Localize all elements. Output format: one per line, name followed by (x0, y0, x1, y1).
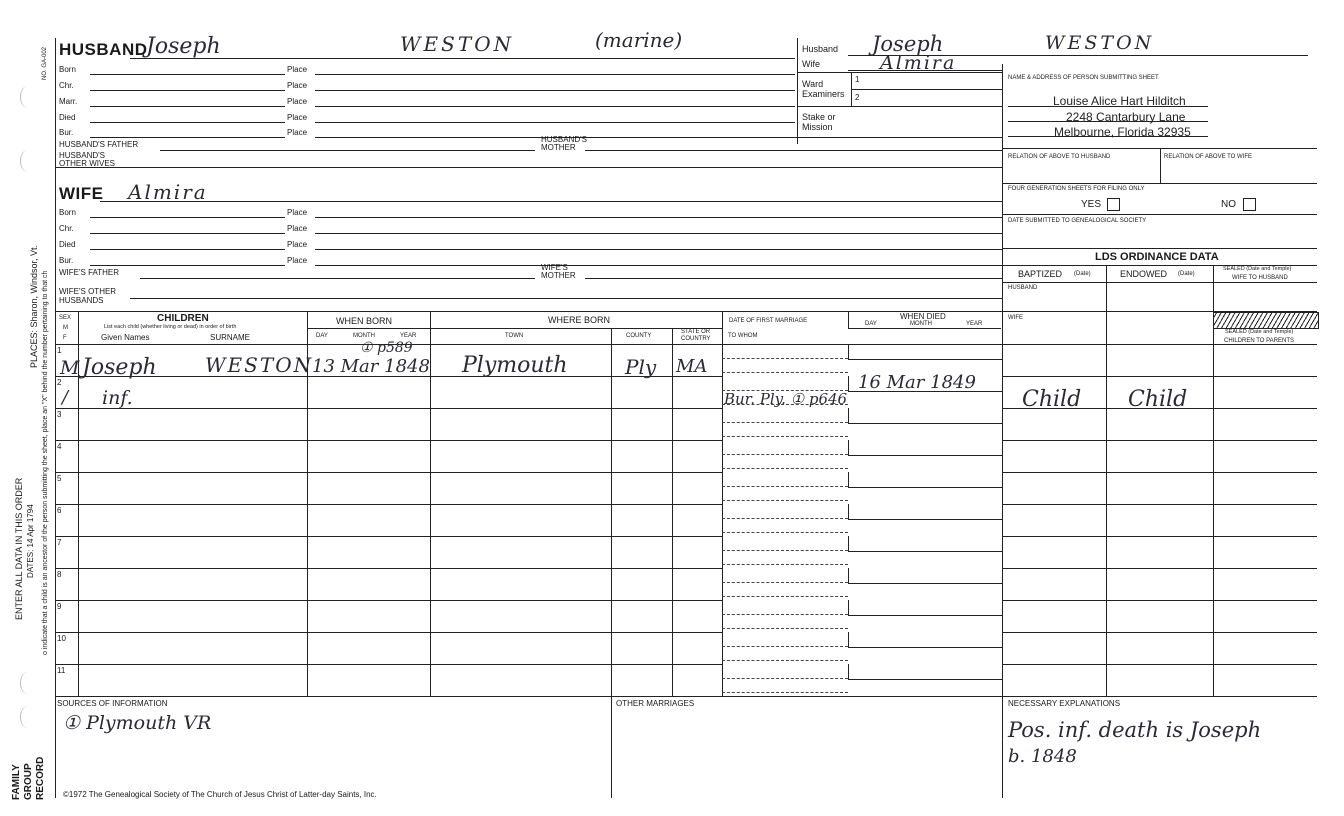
rule (1002, 248, 1317, 249)
stake-label: Stake or (802, 112, 836, 122)
given-names-header: Given Names (101, 333, 150, 342)
row-divider (1002, 600, 1317, 601)
address-rule (1008, 121, 1208, 122)
died-label: Died (59, 113, 76, 122)
month-header: MONTH (353, 333, 375, 339)
row-divider (1002, 440, 1317, 441)
born-label: Born (59, 208, 76, 217)
child1-town: Plymouth (462, 353, 568, 378)
place-label: Place (287, 240, 308, 249)
when-died-box (848, 664, 1002, 680)
examiner-1: 1 (855, 75, 860, 84)
rule (130, 298, 1002, 299)
panel-line (851, 89, 1002, 90)
no-checkbox[interactable] (1243, 198, 1256, 211)
baptized-date: (Date) (1074, 271, 1091, 277)
place-label: Place (287, 256, 308, 265)
row-number: 10 (57, 634, 66, 643)
sealed-wife-1: SEALED (Date and Temple) (1223, 266, 1292, 272)
no-label: NO (1221, 199, 1236, 210)
bur-label: Bur. (59, 128, 74, 137)
row-divider (55, 440, 722, 441)
wifes-other-husbands-label: HUSBANDS (59, 296, 104, 305)
row-divider (1002, 504, 1317, 505)
child1-ref: ① p589 (360, 340, 413, 356)
rule (90, 217, 285, 218)
row-divider (1002, 536, 1317, 537)
place-label: Place (287, 81, 308, 90)
sources-label: SOURCES OF INFORMATION (57, 699, 168, 708)
sealed-children-hatch (1213, 312, 1319, 329)
to-whom-line (722, 500, 848, 501)
sex-f: F (63, 335, 67, 341)
place-label: Place (287, 97, 308, 106)
row-divider (1002, 632, 1317, 633)
marriage-date-line (722, 518, 848, 519)
binder-hole (20, 706, 35, 728)
rule (90, 249, 285, 250)
sex-m: M (63, 325, 68, 331)
right-panel-border (1002, 64, 1003, 798)
row-number: 9 (57, 602, 62, 611)
form-number: NO. GA-002 (42, 46, 48, 80)
when-died-box (848, 408, 1002, 424)
date-submitted-label: DATE SUBMITTED TO GENEALOGICAL SOCIETY (1008, 218, 1147, 224)
table-header-bottom (55, 344, 1317, 345)
rule (90, 74, 285, 75)
rule (315, 137, 1002, 138)
rule (315, 265, 1002, 266)
row-divider (1002, 664, 1317, 665)
rule (55, 311, 1317, 312)
rule (55, 167, 1002, 168)
col-line (611, 328, 612, 798)
row-divider (55, 632, 722, 633)
row-divider (1002, 472, 1317, 473)
name-address-label: NAME & ADDRESS OF PERSON SUBMITTING SHEET (1008, 75, 1159, 81)
explanation-line-1: Pos. inf. death is Joseph (1008, 718, 1262, 742)
died-year-header: YEAR (966, 321, 983, 327)
when-died-box (848, 344, 1002, 360)
row-divider (55, 408, 722, 409)
rule (90, 137, 285, 138)
year-header: YEAR (400, 333, 417, 339)
chr-label: Chr. (59, 224, 74, 233)
row-number: 11 (57, 666, 66, 675)
child1-sex: M (60, 357, 80, 379)
marriage-date-line (722, 358, 848, 359)
to-whom-line (722, 436, 848, 437)
wifes-mother-label: MOTHER (541, 271, 576, 280)
four-gen-label: FOUR GENERATION SHEETS FOR FILING ONLY (1008, 186, 1145, 192)
when-died-box (848, 632, 1002, 648)
rule (90, 265, 285, 266)
relation-wife-label: RELATION OF ABOVE TO WIFE (1164, 154, 1253, 160)
submitter-street: 2248 Cantarbury Lane (1066, 110, 1186, 124)
indicate-note: o indicate that a child is an ancestor of the person submitting the sheet, place an "X" behind the number pertaining to that ch (42, 270, 49, 655)
first-marriage-header: DATE OF FIRST MARRIAGE (729, 318, 808, 324)
address-rule (1008, 106, 1208, 107)
panel-wife-label: Wife (802, 59, 820, 69)
when-died-box (848, 504, 1002, 520)
col-line (848, 311, 849, 328)
rule (585, 150, 1002, 151)
place-label: Place (287, 208, 308, 217)
endowed-date: (Date) (1178, 271, 1195, 277)
rule (315, 122, 795, 123)
marriage-date-line (722, 454, 848, 455)
marriage-date-line (722, 646, 848, 647)
submitter-city: Melbourne, Florida 32935 (1054, 125, 1191, 139)
when-died-box (848, 600, 1002, 616)
day-header: DAY (316, 333, 328, 339)
row-divider (55, 536, 722, 537)
row-divider (1002, 568, 1317, 569)
wifes-other-husbands-label: WIFE'S OTHER (59, 287, 117, 296)
panel-husband-label: Husband (802, 44, 839, 54)
child2-burial: Bur. Ply. ① p646 (724, 390, 848, 408)
rule (100, 201, 1002, 202)
panel-husband-given: Joseph (872, 32, 944, 56)
born-label: Born (59, 65, 76, 74)
places-example: PLACES: Sharon, Windsor, Vt. (29, 244, 39, 368)
state-header: COUNTRY (681, 336, 711, 342)
to-whom-line (722, 660, 848, 661)
child2-baptized: Child (1022, 387, 1082, 412)
sources-entry: ① Plymouth VR (63, 712, 212, 734)
where-born-header: WHERE BORN (548, 315, 611, 325)
row-divider (55, 664, 722, 665)
baptized-header: BAPTIZED (1018, 269, 1063, 279)
marriage-date-line (722, 550, 848, 551)
row-divider (55, 600, 722, 601)
row-number: 1 (57, 346, 62, 355)
rule (140, 278, 535, 279)
row-divider (55, 568, 722, 569)
child2-given: inf. (102, 387, 133, 409)
mission-label: Mission (802, 122, 833, 132)
to-whom-line (722, 532, 848, 533)
died-label: Died (59, 240, 76, 249)
rule (90, 233, 285, 234)
children-note: List each child (whether living or dead) in order of birth (104, 324, 237, 330)
yes-label: YES (1081, 199, 1102, 210)
rule (315, 217, 1002, 218)
row-number: 5 (57, 474, 62, 483)
rule (1002, 282, 1317, 283)
sealed-wife-2: WIFE TO HUSBAND (1232, 275, 1288, 281)
children-header: CHILDREN (157, 313, 209, 324)
left-border (55, 38, 56, 798)
surname-header: SURNAME (210, 333, 251, 342)
table-subheader (848, 328, 1001, 329)
wife-heading: WIFE (59, 184, 104, 203)
marriage-date-line (722, 486, 848, 487)
rule (1002, 183, 1317, 184)
rule (130, 58, 795, 59)
row-number: 6 (57, 506, 62, 515)
when-died-box (848, 440, 1002, 456)
to-whom-line (722, 468, 848, 469)
to-whom-line (722, 372, 848, 373)
when-died-box (848, 568, 1002, 584)
marriage-date-line (722, 614, 848, 615)
sex-header: SEX (59, 315, 72, 321)
died-day-header: DAY (865, 321, 877, 327)
rule (90, 90, 285, 91)
family-label: FAMILY (11, 764, 22, 800)
to-whom-line (722, 564, 848, 565)
rule (160, 150, 535, 151)
husband-given-name: Joseph (146, 34, 221, 59)
lds-title: LDS ORDINANCE DATA (1095, 251, 1219, 263)
dates-example: DATES: 14 Apr 1794 (26, 504, 35, 578)
place-label: Place (287, 65, 308, 74)
state-header: STATE OR (681, 329, 711, 335)
child1-given: Joseph (82, 355, 157, 380)
ordinance-husband-label: HUSBAND (1008, 285, 1038, 291)
other-marriages-label: OTHER MARRIAGES (616, 699, 695, 708)
child1-born: 13 Mar 1848 (312, 356, 430, 377)
explanation-line-2: b. 1848 (1008, 746, 1077, 767)
col-line (672, 328, 673, 696)
when-born-header: WHEN BORN (336, 316, 392, 326)
row-number: 2 (57, 378, 62, 387)
copyright: ©1972 The Genealogical Society of The Church of Jesus Christ of Latter-day Saints, Inc. (63, 790, 377, 799)
panel-wife: Almira (880, 52, 957, 74)
examiner-2: 2 (855, 93, 860, 102)
husbands-mother-label: MOTHER (541, 143, 576, 152)
place-label: Place (287, 224, 308, 233)
group-label: GROUP (23, 763, 34, 800)
child2-sex: / (62, 387, 69, 408)
binder-hole (20, 672, 35, 694)
place-label: Place (287, 113, 308, 122)
husband-surname: WESTON (400, 32, 515, 56)
to-whom-header: TO WHOM (728, 333, 758, 339)
child2-endowed: Child (1128, 387, 1188, 412)
examiners-label: Examiners (802, 89, 845, 99)
sealed-children-1: SEALED (Date and Temple) (1225, 329, 1294, 335)
town-header: TOWN (505, 333, 524, 339)
col-line (722, 311, 723, 696)
marriage-date-line (722, 582, 848, 583)
ward-label: Ward (802, 79, 824, 89)
yes-checkbox[interactable] (1107, 198, 1120, 211)
wife-given-name: Almira (128, 180, 208, 204)
address-rule (1008, 136, 1208, 137)
chr-label: Chr. (59, 81, 74, 90)
husbands-father-label: HUSBAND'S FATHER (59, 140, 139, 149)
rule (90, 106, 285, 107)
husbands-other-wives-label: OTHER WIVES (59, 159, 116, 168)
rule (315, 90, 795, 91)
to-whom-line (722, 692, 848, 693)
necessary-explanations-label: NECESSARY EXPLANATIONS (1008, 699, 1121, 708)
rule (315, 74, 795, 75)
panel-husband-surname: WESTON (1045, 32, 1155, 54)
child1-surname: WESTON (205, 353, 314, 377)
wifes-mother-label: WIFE'S (541, 263, 568, 272)
place-label: Place (287, 128, 308, 137)
marriage-date-line (722, 678, 848, 679)
panel-line (797, 106, 1002, 107)
bur-label: Bur. (59, 256, 74, 265)
row-number: 4 (57, 442, 62, 451)
submitter-name: Louise Alice Hart Hilditch (1053, 94, 1186, 108)
wifes-father-label: WIFE'S FATHER (59, 268, 120, 277)
rule (1160, 148, 1161, 183)
rule (315, 233, 1002, 234)
child1-state: MA (676, 356, 708, 377)
endowed-header: ENDOWED (1120, 269, 1167, 279)
row-number: 3 (57, 410, 62, 419)
county-header: COUNTY (626, 333, 652, 339)
rule (585, 278, 1002, 279)
ordinance-wife-label: WIFE (1008, 315, 1023, 321)
husband-note: (marine) (595, 28, 683, 52)
when-died-header: WHEN DIED (900, 312, 946, 321)
when-died-box (848, 536, 1002, 552)
died-month-header: MONTH (910, 321, 932, 327)
to-whom-line (722, 596, 848, 597)
sealed-children-2: CHILDREN TO PARENTS (1224, 338, 1295, 344)
husband-heading: HUSBAND (59, 40, 148, 59)
marr-label: Marr. (59, 97, 78, 106)
table-bottom (55, 696, 1317, 697)
husbands-other-wives-label: HUSBAND'S (59, 151, 105, 160)
to-whom-line (722, 628, 848, 629)
binder-hole (20, 150, 35, 172)
row-divider (55, 504, 722, 505)
rule (90, 122, 285, 123)
husbands-mother-label: HUSBAND'S (541, 135, 587, 144)
table-subheader (307, 328, 722, 329)
relation-husband-label: RELATION OF ABOVE TO HUSBAND (1008, 154, 1111, 160)
child1-county: Ply (625, 355, 657, 379)
rule (315, 106, 795, 107)
row-divider (1002, 376, 1317, 377)
row-divider (55, 472, 722, 473)
rule (315, 249, 1002, 250)
when-died-box (848, 472, 1002, 488)
child2-died: 16 Mar 1849 (858, 372, 976, 393)
binder-hole (20, 86, 35, 108)
enter-all-data: ENTER ALL DATA IN THIS ORDER (14, 477, 24, 620)
row-number: 8 (57, 570, 62, 579)
marriage-date-line (722, 422, 848, 423)
panel-divider (797, 38, 798, 144)
rule (1002, 214, 1317, 215)
row-number: 7 (57, 538, 62, 547)
record-label: RECORD (35, 756, 46, 800)
